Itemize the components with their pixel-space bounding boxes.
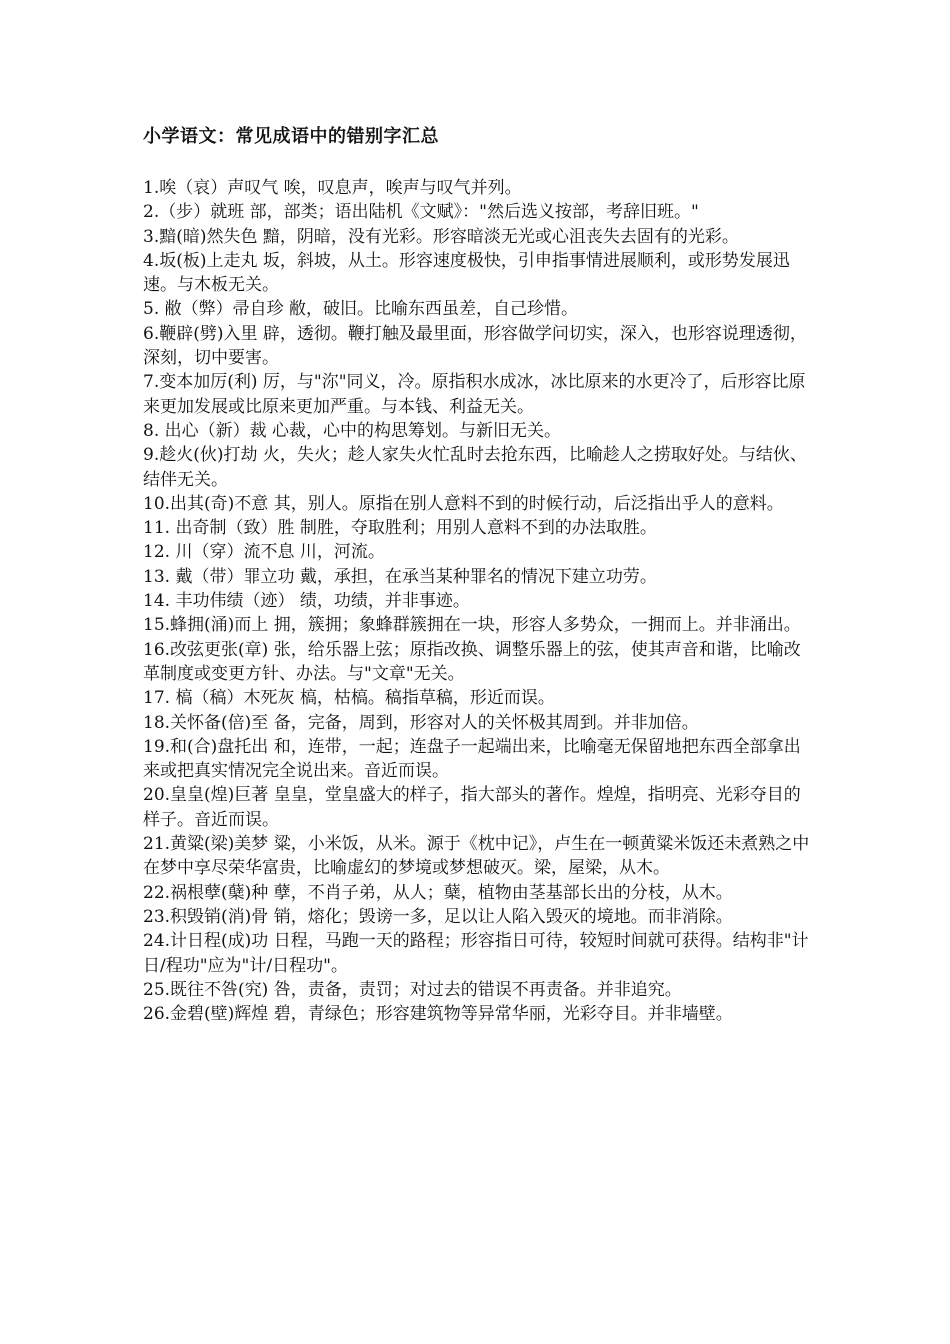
list-item: 17. 槁（稿）木死灰 槁，枯槁。稿指草稿，形近而误。 [143,688,555,709]
list-item: 8. 出心（新）裁 心裁，心中的构思筹划。与新旧无关。 [143,420,562,441]
list-item: 7.变本加厉(利) 厉，与"沵"同义，冷。原指积水成冰，冰比原来的水更冷了，后形容比原来更加发展或比原来更加严重。与本钱、利益无关。 [143,372,806,417]
list-item: 16.改弦更张(章) 张，给乐器上弦；原指改换、调整乐器上的弦，使其声音和谐，比喻改革制度或变更方针、办法。与"文章"无关。 [143,639,801,684]
list-item: 5. 敝（弊）帚自珍 敝，破旧。比喻东西虽差，自己珍惜。 [143,299,579,320]
list-item: 25.既往不咎(究) 咎，责备，责罚；对过去的错误不再责备。并非追究。 [143,979,682,1000]
list-item: 24.计日程(成)功 日程，马跑一天的路程；形容指日可待，较短时间就可获得。结构非"计日/程功"应为"计/日程功"。 [143,931,809,976]
idiom-list [143,176,815,1026]
list-item: 26.金碧(壁)辉煌 碧，青绿色；形容建筑物等异常华丽，光彩夺目。并非墙壁。 [143,1004,733,1025]
list-item: 22.祸根孽(蘖)种 孽，不肖子弟，从人；蘖，植物由茎基部长出的分枝，从木。 [143,882,733,903]
list-item: 15.蜂拥(涌)而上 拥，簇拥；象蜂群簇拥在一块，形容人多势众，一拥而上。并非涌出。 [143,615,801,636]
list-item: 20.皇皇(煌)巨著 皇皇，堂皇盛大的样子，指大部头的著作。煌煌，指明亮、光彩夺目的样子。音近而误。 [143,785,801,830]
list-item: 4.坂(板)上走丸 坂，斜坡，从土。形容速度极快，引申指事情进展顺利，或形势发展迅速。与木板无关。 [143,250,790,296]
document-title: 小学语文：常见成语中的错别字汇总 [143,126,439,147]
list-item: 12. 川（穿）流不息 川，河流。 [143,542,385,563]
list-item: 21.黄粱(梁)美梦 粱，小米饭，从米。源于《枕中记》，卢生在一顿黄粱米饭还未煮熟之中在梦中享尽荣华富贵，比喻虚幻的梦境或梦想破灭。梁，屋梁，从木。 [143,834,810,879]
list-item: 6.鞭辟(劈)入里 辟，透彻。鞭打触及最里面，形容做学问切实，深入，也形容说理透彻，深刻，切中要害。 [143,323,807,369]
list-item: 3.黯(暗)然失色 黯，阴暗，没有光彩。形容暗淡无光或心沮丧失去固有的光彩。 [143,226,739,247]
list-item: 14. 丰功伟绩（迹） 绩，功绩，并非事迹。 [143,591,470,612]
list-item: 10.出其(奇)不意 其，别人。原指在别人意料不到的时候行动，后泛指出乎人的意料。 [143,493,784,514]
list-item: 19.和(合)盘托出 和，连带，一起；连盘子一起端出来，比喻毫无保留地把东西全部拿出来或把真实情况完全说出来。音近而误。 [143,736,801,782]
list-item: 9.趁火(伙)打劫 火，失火；趁人家失火忙乱时去抢东西，比喻趁人之捞取好处。与结伙、结伴无关。 [143,445,807,490]
list-item: 13. 戴（带）罪立功 戴，承担，在承当某种罪名的情况下建立功劳。 [143,566,657,587]
list-item: 2.（步）就班 部，部类；语出陆机《文赋》："然后选义按部，考辞旧班。" [143,202,699,223]
list-item: 18.关怀备(倍)至 备，完备，周到，形容对人的关怀极其周到。并非加倍。 [143,712,699,733]
list-item: 23.积毁销(消)骨 销，熔化；毁谤一多，足以让人陷入毁灭的境地。而非消除。 [143,906,733,927]
list-item: 1.唉（哀）声叹气 唉，叹息声，唉声与叹气并列。 [143,178,522,198]
list-item: 11. 出奇制（致）胜 制胜，夺取胜利；用别人意料不到的办法取胜。 [143,518,657,539]
